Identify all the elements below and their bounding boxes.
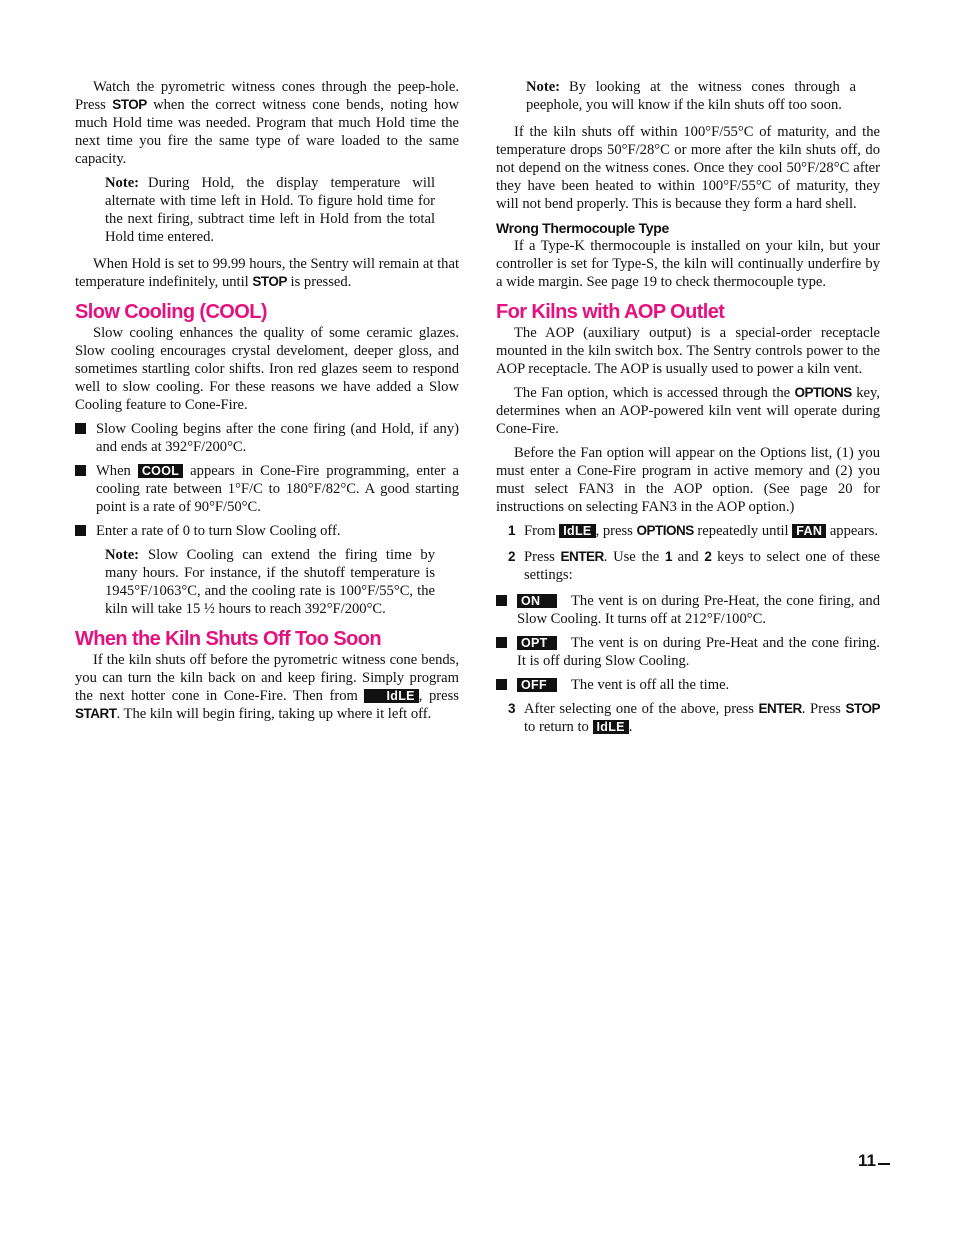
heading-wrong-thermocouple: Wrong Thermocouple Type: [496, 220, 670, 236]
step-1: 1 From IdLE , press OPTIONS repeatedly until FAN appears.: [508, 523, 879, 539]
options-key: OPTIONS: [794, 385, 852, 400]
heading-slow-cooling: Slow Cooling (COOL): [75, 301, 267, 323]
lcd-idle: IdLE: [593, 720, 629, 734]
paragraph-hold-time: Watch the pyrometric witness cones through the peep-hole. Press STOP when the correct witness cone bends, noting how much Hold time was needed. Program that much Hold time the next time you fire the same type of ware loaded to the same capacity.: [75, 79, 459, 167]
enter-key: ENTER: [758, 701, 802, 716]
list-item: Enter a rate of 0 to turn Slow Cooling off.: [75, 522, 459, 540]
list-item: When COOL appears in Cone-Fire programming, enter a cooling rate between 1°F/C to 180°F/82°C. A good starting point is a rate of 90°F/50°C.: [75, 462, 459, 516]
start-key: START: [75, 706, 117, 721]
step-3: 3 After selecting one of the above, press ENTER. Press STOP to return to IdLE .: [508, 701, 880, 735]
lcd-off: OFF: [517, 678, 557, 692]
enter-key: ENTER: [560, 549, 604, 564]
lcd-idle: IdLE: [364, 689, 418, 703]
stop-key: STOP: [252, 274, 287, 289]
key-2: 2: [704, 549, 712, 564]
paragraph-thermocouple: If a Type-K thermocouple is installed on your kiln, but your controller is set for Type-S, the kiln will continually underfire by a wide margin. See page 19 to check thermocouple type.: [496, 238, 880, 290]
stop-key: STOP: [112, 97, 147, 112]
bullet-square-icon: [496, 679, 507, 690]
lcd-idle: IdLE: [559, 524, 595, 538]
page-number-dash: [878, 1163, 890, 1165]
paragraph-aop: The AOP (auxiliary output) is a special-order receptacle mounted in the kiln switch box. The Sentry controls power to the AOP receptacle. The AOP is usually used to power a kiln vent.: [496, 325, 880, 377]
paragraph-shuts-off: If the kiln shuts off before the pyrometric witness cone bends, you can turn the kiln back on and keep firing. Simply program the next hotter cone in Cone-Fire. Then from IdLE , press START. The kiln will begin firing, taking up where it left off.: [75, 652, 459, 722]
stop-key: STOP: [845, 701, 880, 716]
bullet-square-icon: [75, 423, 86, 434]
key-1: 1: [664, 549, 672, 564]
step-2: 2 Press ENTER. Use the 1 and 2 keys to select one of these settings:: [508, 549, 880, 583]
paragraph-slow-cooling: Slow cooling enhances the quality of some ceramic glazes. Slow cooling encourages crystal develoment, deeper gloss, and sometimes startling color shifts. Iron red glazes seem to respond well to slow cooling. For these reasons we have added a Slow Cooling feature to Cone-Fire.: [75, 325, 459, 413]
heading-aop-outlet: For Kilns with AOP Outlet: [496, 301, 725, 323]
heading-shuts-off-too-soon: When the Kiln Shuts Off Too Soon: [75, 628, 381, 650]
note-slow-cooling: Note: Slow Cooling can extend the firing time by many hours. For instance, if the shutoff temperature is 1945°F/1063°C, and the cooling rate is 100°F/55°C, the kiln will take 15 ½ hours to reach 392°F/200°C.: [105, 547, 435, 617]
lcd-cool: COOL: [138, 464, 183, 478]
bullet-square-icon: [496, 595, 507, 606]
note-hold: Note: During Hold, the display temperature will alternate with time left in Hold. To figure hold time for the next firing, subtract time left in Hold from the total Hold time entered.: [105, 175, 435, 245]
list-item: Slow Cooling begins after the cone firing (and Hold, if any) and ends at 392°F/200°C.: [75, 420, 459, 456]
options-key: OPTIONS: [636, 523, 694, 538]
lcd-on: ON: [517, 594, 557, 608]
right-column: [496, 78, 880, 744]
lcd-fan: FAN: [792, 524, 826, 538]
note-witness-cones: Note: By looking at the witness cones through a peephole, you will know if the kiln shuts off too soon.: [526, 79, 856, 113]
paragraph-hold-indefinite: When Hold is set to 99.99 hours, the Sentry will remain at that temperature indefinitely, until STOP is pressed.: [75, 256, 459, 290]
paragraph-fan-prereq: Before the Fan option will appear on the Options list, (1) you must enter a Cone-Fire program in active memory and (2) you must select FAN3 in the AOP option. (See page 20 for instructions on selecting FAN3 in the AOP option.): [496, 445, 880, 515]
list-item: OPT The vent is on during Pre-Heat and the cone firing. It is off during Slow Cooling.: [496, 634, 880, 670]
left-column: [75, 78, 459, 729]
lcd-opt: OPT: [517, 636, 557, 650]
list-item: OFF The vent is off all the time.: [496, 676, 880, 694]
bullet-square-icon: [496, 637, 507, 648]
page-number: 11: [858, 1151, 876, 1170]
bullet-square-icon: [75, 525, 86, 536]
bullet-square-icon: [75, 465, 86, 476]
paragraph-maturity: If the kiln shuts off within 100°F/55°C of maturity, and the temperature drops 50°F/28°C or more after the kiln shuts off, do not depend on the witness cones. Once they cool 50°F/28°C after they have been heated to within 100°F/55°C of maturity, they will not bend properly. This is because they form a hard shell.: [496, 124, 880, 212]
list-item: ON The vent is on during Pre-Heat, the cone firing, and Slow Cooling. It turns off at 212°F/100°C.: [496, 592, 880, 628]
paragraph-fan-option: The Fan option, which is accessed through the OPTIONS key, determines when an AOP-powered kiln vent will operate during Cone-Fire.: [496, 385, 881, 437]
